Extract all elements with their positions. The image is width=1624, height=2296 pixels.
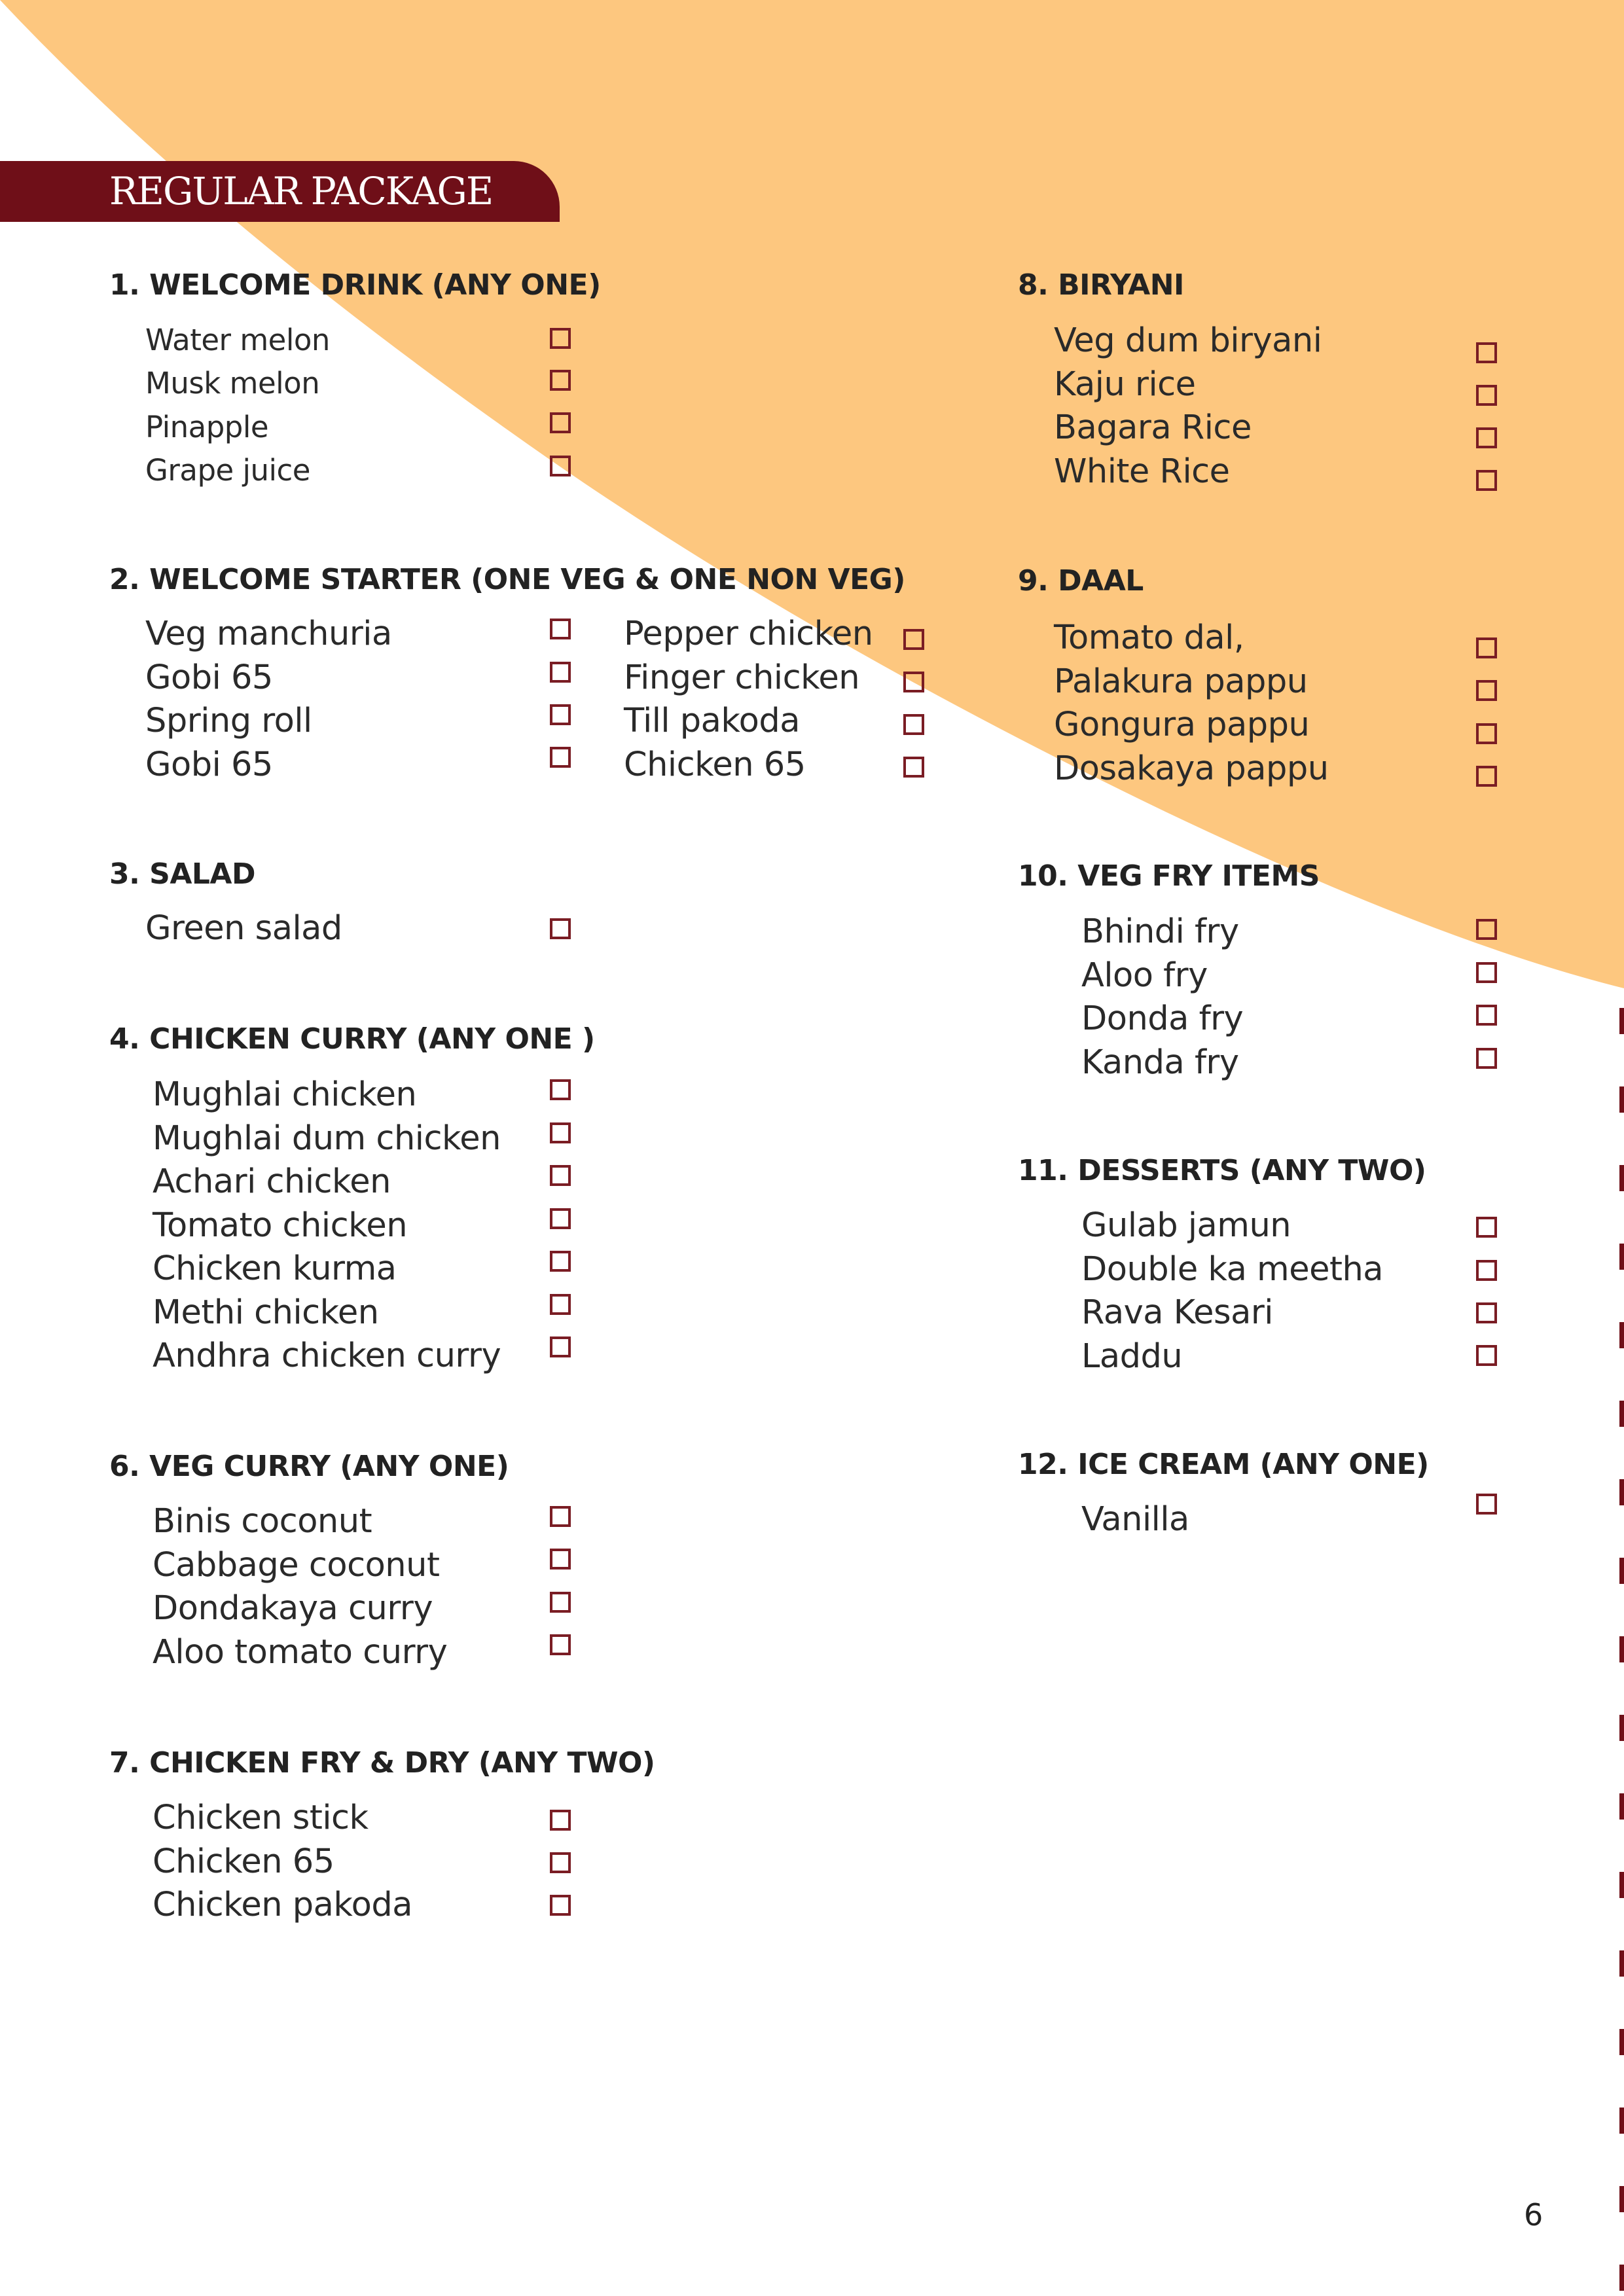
- section-title: 8. BIRYANI: [1018, 268, 1184, 302]
- menu-item-label: Musk melon: [145, 366, 320, 401]
- menu-item-label: Water melon: [145, 323, 330, 357]
- menu-item-checkbox[interactable]: [1476, 1048, 1497, 1069]
- menu-item-checkbox[interactable]: [550, 1336, 571, 1357]
- section-title: 7. CHICKEN FRY & DRY (ANY TWO): [109, 1746, 655, 1780]
- menu-item-label: Aloo fry: [1081, 956, 1208, 995]
- section-title: 3. SALAD: [109, 857, 256, 891]
- menu-item-label: Mughlai chicken: [153, 1075, 417, 1114]
- edge-dash: [1619, 1558, 1624, 1584]
- menu-item-label: Mughlai dum chicken: [153, 1119, 501, 1158]
- menu-item-label: Green salad: [145, 909, 342, 948]
- menu-item-label: Gobi 65: [145, 658, 273, 697]
- menu-item-checkbox[interactable]: [550, 370, 571, 391]
- edge-dash: [1619, 2265, 1624, 2291]
- menu-item-checkbox[interactable]: [550, 1079, 571, 1100]
- package-title: REGULAR PACKAGE: [109, 169, 493, 213]
- menu-item-label: Chicken stick: [153, 1799, 369, 1837]
- menu-item-checkbox[interactable]: [550, 918, 571, 939]
- menu-item-label: Veg dum biryani: [1054, 321, 1322, 360]
- edge-dash: [1619, 1008, 1624, 1034]
- edge-dash: [1619, 1479, 1624, 1505]
- menu-item-label: Vanilla: [1081, 1500, 1189, 1539]
- menu-item-label: Kaju rice: [1054, 365, 1196, 404]
- section-title: 1. WELCOME DRINK (ANY ONE): [109, 268, 601, 302]
- edge-dash: [1619, 1165, 1624, 1191]
- menu-item-checkbox[interactable]: [1476, 1005, 1497, 1026]
- menu-item-checkbox[interactable]: [1476, 385, 1497, 406]
- menu-item-label: Chicken kurma: [153, 1249, 397, 1288]
- edge-dash: [1619, 1950, 1624, 1977]
- edge-dash: [1619, 1872, 1624, 1898]
- menu-item-checkbox[interactable]: [1476, 637, 1497, 658]
- menu-item-label: Finger chicken: [624, 658, 860, 697]
- menu-item-checkbox[interactable]: [1476, 342, 1497, 363]
- menu-item-label: Till pakoda: [624, 702, 800, 740]
- menu-item-label: Gobi 65: [145, 745, 273, 784]
- menu-item-label: Laddu: [1081, 1337, 1183, 1376]
- menu-item-label: Spring roll: [145, 702, 312, 740]
- menu-item-checkbox[interactable]: [550, 1165, 571, 1186]
- menu-item-label: Bagara Rice: [1054, 408, 1252, 447]
- edge-dash: [1619, 1715, 1624, 1741]
- section-title: 9. DAAL: [1018, 564, 1144, 598]
- menu-item-checkbox[interactable]: [550, 1506, 571, 1527]
- menu-item-checkbox[interactable]: [550, 1592, 571, 1613]
- menu-item-checkbox[interactable]: [550, 1895, 571, 1916]
- menu-item-checkbox[interactable]: [903, 629, 924, 650]
- menu-item-label: Rava Kesari: [1081, 1293, 1273, 1332]
- menu-item-checkbox[interactable]: [550, 1634, 571, 1655]
- menu-item-checkbox[interactable]: [550, 328, 571, 349]
- menu-item-checkbox[interactable]: [550, 662, 571, 683]
- menu-item-label: Chicken pakoda: [153, 1886, 412, 1924]
- menu-item-label: Veg manchuria: [145, 615, 392, 653]
- menu-item-label: Cabbage coconut: [153, 1546, 440, 1585]
- edge-dash: [1619, 1244, 1624, 1270]
- menu-item-checkbox[interactable]: [550, 1294, 571, 1315]
- menu-item-checkbox[interactable]: [550, 1810, 571, 1831]
- menu-item-label: Binis coconut: [153, 1502, 372, 1541]
- menu-item-label: Double ka meetha: [1081, 1250, 1384, 1289]
- orange-curve-shape: [0, 0, 1624, 988]
- menu-item-label: Palakura pappu: [1054, 662, 1308, 701]
- section-title: 10. VEG FRY ITEMS: [1018, 859, 1320, 893]
- menu-item-label: Achari chicken: [153, 1162, 391, 1201]
- menu-item-label: Tomato chicken: [153, 1206, 408, 1245]
- menu-item-label: Grape juice: [145, 453, 310, 488]
- section-title: 11. DESSERTS (ANY TWO): [1018, 1154, 1426, 1187]
- package-banner: [0, 161, 560, 222]
- edge-dash: [1619, 1401, 1624, 1427]
- edge-dash: [1619, 2029, 1624, 2055]
- menu-item-checkbox[interactable]: [550, 1208, 571, 1229]
- edge-dash: [1619, 1793, 1624, 1820]
- menu-item-checkbox[interactable]: [550, 1852, 571, 1873]
- menu-item-label: Chicken 65: [153, 1842, 334, 1881]
- edge-dash: [1619, 1322, 1624, 1348]
- section-title: 6. VEG CURRY (ANY ONE): [109, 1450, 509, 1483]
- menu-item-checkbox[interactable]: [550, 1549, 571, 1570]
- menu-item-checkbox[interactable]: [550, 704, 571, 725]
- menu-item-label: Bhindi fry: [1081, 912, 1239, 951]
- section-title: 2. WELCOME STARTER (ONE VEG & ONE NON VEG): [109, 563, 905, 596]
- menu-item-checkbox[interactable]: [550, 412, 571, 433]
- menu-item-checkbox[interactable]: [550, 619, 571, 639]
- menu-item-checkbox[interactable]: [1476, 1345, 1497, 1366]
- menu-item-checkbox[interactable]: [550, 1251, 571, 1272]
- page-number: 6: [1524, 2197, 1543, 2233]
- menu-item-checkbox[interactable]: [1476, 680, 1497, 701]
- menu-item-label: Kanda fry: [1081, 1043, 1239, 1082]
- menu-item-checkbox[interactable]: [903, 672, 924, 692]
- edge-dash: [1619, 1086, 1624, 1113]
- menu-item-checkbox[interactable]: [903, 714, 924, 735]
- menu-item-label: Andhra chicken curry: [153, 1336, 501, 1375]
- menu-item-label: Pepper chicken: [624, 615, 873, 653]
- menu-item-checkbox[interactable]: [1476, 1217, 1497, 1238]
- section-title: 4. CHICKEN CURRY (ANY ONE ): [109, 1022, 595, 1056]
- edge-dash: [1619, 1636, 1624, 1662]
- menu-item-label: Pinapple: [145, 410, 269, 444]
- menu-item-label: Aloo tomato curry: [153, 1633, 448, 1672]
- menu-item-checkbox[interactable]: [1476, 723, 1497, 744]
- menu-item-checkbox[interactable]: [1476, 766, 1497, 787]
- menu-item-label: Gulab jamun: [1081, 1206, 1291, 1245]
- menu-item-label: Chicken 65: [624, 745, 806, 784]
- menu-item-checkbox[interactable]: [1476, 470, 1497, 491]
- menu-item-label: Dondakaya curry: [153, 1589, 433, 1628]
- menu-item-checkbox[interactable]: [1476, 1302, 1497, 1323]
- right-edge-dashes: [1619, 1008, 1624, 2291]
- menu-item-checkbox[interactable]: [550, 1122, 571, 1143]
- menu-item-checkbox[interactable]: [1476, 1494, 1497, 1515]
- menu-item-checkbox[interactable]: [550, 747, 571, 768]
- menu-item-checkbox[interactable]: [1476, 962, 1497, 983]
- menu-item-checkbox[interactable]: [903, 757, 924, 778]
- menu-item-checkbox[interactable]: [550, 456, 571, 476]
- menu-item-label: Donda fry: [1081, 999, 1244, 1038]
- menu-item-label: Tomato dal,: [1054, 619, 1244, 657]
- menu-item-label: Dosakaya pappu: [1054, 749, 1329, 788]
- menu-item-checkbox[interactable]: [1476, 427, 1497, 448]
- section-title: 12. ICE CREAM (ANY ONE): [1018, 1448, 1429, 1481]
- menu-item-checkbox[interactable]: [1476, 1260, 1497, 1281]
- menu-item-label: Gongura pappu: [1054, 706, 1310, 744]
- edge-dash: [1619, 2186, 1624, 2212]
- menu-item-label: Methi chicken: [153, 1293, 379, 1332]
- edge-dash: [1619, 2108, 1624, 2134]
- menu-item-label: White Rice: [1054, 452, 1230, 491]
- menu-item-checkbox[interactable]: [1476, 919, 1497, 940]
